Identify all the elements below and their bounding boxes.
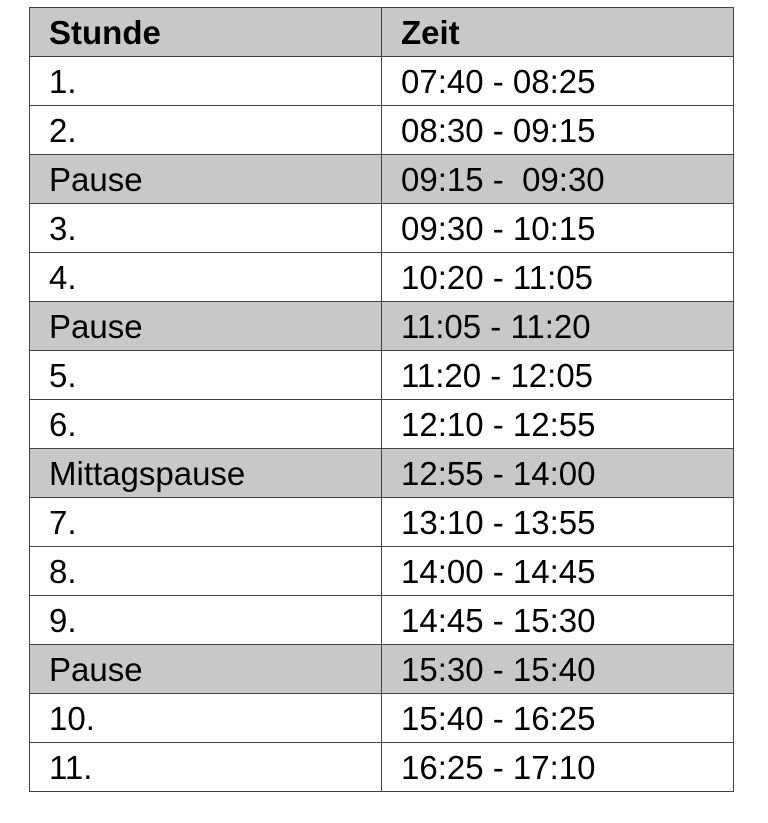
break-row: [30, 449, 734, 498]
cell-zeit: 15:40 - 16:25: [382, 694, 734, 743]
cell-zeit: 10:20 - 11:05: [382, 253, 734, 302]
cell-stunde: 11.: [30, 743, 382, 792]
cell-zeit: 16:25 - 17:10: [382, 743, 734, 792]
cell-zeit: 08:30 - 09:15: [382, 106, 734, 155]
cell-stunde: 10.: [30, 694, 382, 743]
table-row: [30, 498, 734, 547]
table-row: [30, 57, 734, 106]
table-row: [30, 351, 734, 400]
cell-stunde: 4.: [30, 253, 382, 302]
cell-stunde: 9.: [30, 596, 382, 645]
table-row: [30, 400, 734, 449]
cell-zeit: 11:20 - 12:05: [382, 351, 734, 400]
cell-zeit: 11:05 - 11:20: [382, 302, 734, 351]
cell-stunde: 1.: [30, 57, 382, 106]
cell-stunde: 5.: [30, 351, 382, 400]
cell-stunde: 2.: [30, 106, 382, 155]
header-row: [30, 8, 734, 57]
cell-stunde: Pause: [30, 645, 382, 694]
header-zeit: Zeit: [382, 8, 734, 57]
cell-stunde: Pause: [30, 155, 382, 204]
cell-zeit: 14:45 - 15:30: [382, 596, 734, 645]
cell-zeit: 09:15 - 09:30: [382, 155, 734, 204]
break-row: [30, 302, 734, 351]
cell-zeit: 09:30 - 10:15: [382, 204, 734, 253]
cell-stunde: 3.: [30, 204, 382, 253]
cell-stunde: 7.: [30, 498, 382, 547]
cell-zeit: 12:55 - 14:00: [382, 449, 734, 498]
table-row: [30, 694, 734, 743]
table-row: [30, 743, 734, 792]
table-row: [30, 106, 734, 155]
header-stunde: Stunde: [30, 8, 382, 57]
cell-zeit: 15:30 - 15:40: [382, 645, 734, 694]
schedule-body: [30, 57, 734, 792]
cell-zeit: 07:40 - 08:25: [382, 57, 734, 106]
cell-stunde: 6.: [30, 400, 382, 449]
table-row: [30, 596, 734, 645]
break-row: [30, 645, 734, 694]
cell-stunde: 8.: [30, 547, 382, 596]
cell-zeit: 14:00 - 14:45: [382, 547, 734, 596]
cell-stunde: Mittagspause: [30, 449, 382, 498]
table-row: [30, 253, 734, 302]
cell-zeit: 12:10 - 12:55: [382, 400, 734, 449]
break-row: [30, 155, 734, 204]
table-row: [30, 547, 734, 596]
schedule-table: [29, 7, 734, 792]
table-row: [30, 204, 734, 253]
cell-zeit: 13:10 - 13:55: [382, 498, 734, 547]
cell-stunde: Pause: [30, 302, 382, 351]
